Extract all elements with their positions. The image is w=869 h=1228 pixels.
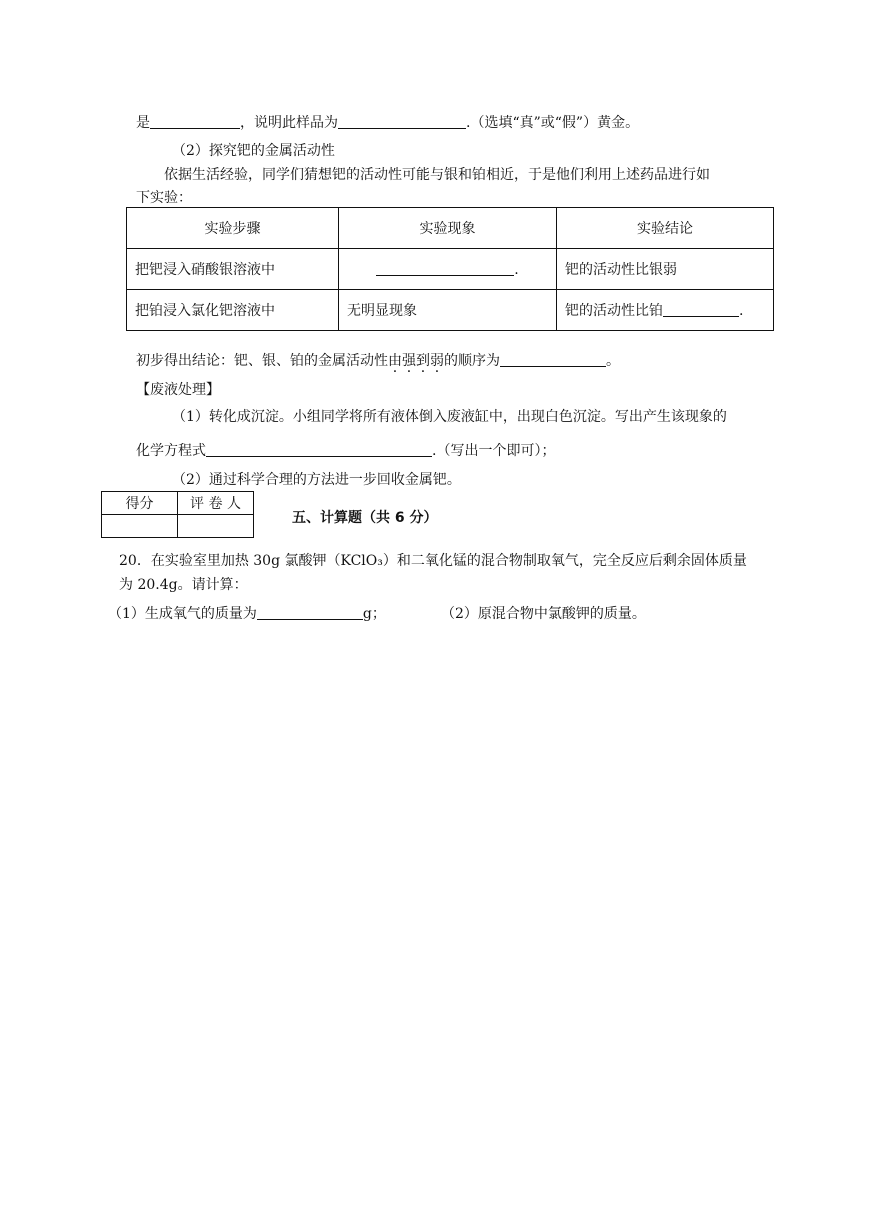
experiment-table [126, 207, 774, 331]
emphasis-char: 强 [402, 353, 416, 369]
text: 的顺序为 [444, 353, 500, 369]
text: . [514, 261, 519, 278]
table-cell: 钯的活动性比银弱 [557, 249, 774, 290]
conclusion-line [136, 352, 620, 370]
text: .（选填“真”或“假”）黄金。 [466, 115, 640, 131]
text: 是 [136, 115, 150, 131]
table-cell [339, 249, 557, 290]
fill-blank[interactable] [150, 114, 240, 129]
question-part-2: （2）原混合物中氯酸钾的质量。 [441, 606, 646, 622]
table-cell [557, 290, 774, 331]
equation-line [136, 442, 555, 460]
fill-blank[interactable] [663, 302, 739, 317]
paragraph: 依据生活经验，同学们猜想钯的活动性可能与银和铂相近，于是他们利用上述药品进行如 [164, 167, 710, 183]
question-part-1 [108, 605, 386, 623]
text: 。 [606, 353, 620, 369]
text: 化学方程式 [136, 443, 206, 459]
text: 钯的活动性比铂 [565, 303, 663, 319]
score-box [101, 491, 254, 538]
emphasis-char: 由 [388, 353, 402, 369]
grader-field[interactable] [178, 515, 254, 538]
table-row [127, 290, 774, 331]
section-title: 【废液处理】 [136, 382, 220, 398]
emphasis-char: 弱 [430, 353, 444, 369]
paragraph: 下实验： [136, 190, 192, 206]
table-cell: 把钯浸入硝酸银溶液中 [127, 249, 339, 290]
question-text: 20．在实验室里加热 30g 氯酸钾（KClO₃）和二氧化锰的混合物制取氧气，完全反应后剩余固体质量 [119, 553, 747, 569]
subsection-title: （2）探究钯的金属活动性 [172, 143, 335, 159]
text: （1）生成氧气的质量为 [108, 606, 257, 622]
grader-label: 评 卷 人 [178, 492, 254, 515]
paragraph: （1）转化成沉淀。小组同学将所有液体倒入废液缸中，出现白色沉淀。写出产生该现象的 [172, 409, 727, 425]
text: . [739, 303, 744, 319]
question-text: 为 20.4g。请计算： [119, 577, 248, 593]
score-field[interactable] [102, 515, 178, 538]
text: 初步得出结论：钯、银、铂的金属活动性 [136, 353, 388, 369]
header-cell: 实验步骤 [127, 208, 339, 249]
section-heading: 五、计算题（共 6 分） [292, 510, 438, 526]
text: .（写出一个即可）； [432, 443, 556, 459]
score-label: 得分 [102, 492, 178, 515]
paragraph: （2）通过科学合理的方法进一步回收金属钯。 [172, 472, 461, 488]
table-row [127, 249, 774, 290]
emphasis-char: 到 [416, 353, 430, 369]
fill-blank[interactable] [257, 605, 363, 620]
table-cell: 把铂浸入氯化钯溶液中 [127, 290, 339, 331]
fill-blank[interactable] [376, 261, 514, 276]
header-cell: 实验结论 [557, 208, 774, 249]
answer-line-1 [136, 114, 639, 132]
table-cell: 无明显现象 [339, 290, 557, 331]
fill-blank[interactable] [206, 442, 432, 457]
text: ，说明此样品为 [240, 115, 338, 131]
header-cell: 实验现象 [339, 208, 557, 249]
text: g； [362, 606, 386, 622]
table-header-row [127, 208, 774, 249]
fill-blank[interactable] [500, 352, 606, 367]
fill-blank[interactable] [338, 114, 466, 129]
